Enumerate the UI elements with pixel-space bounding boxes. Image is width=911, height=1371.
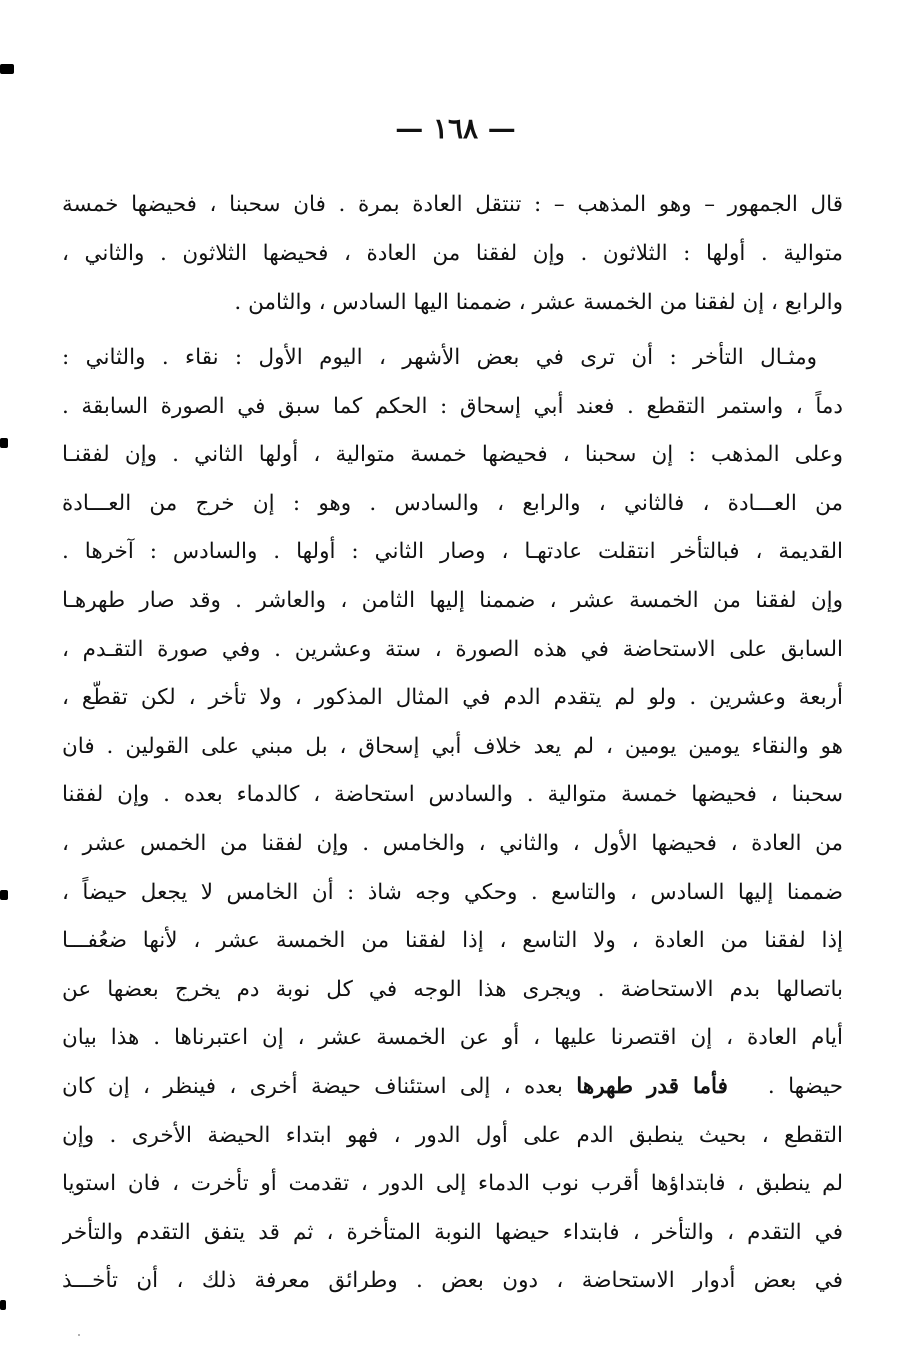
text-line: السابق على الاستحاضة في هذه الصورة ، ستة وعشرين . وفي صورة التقـدم ،: [62, 636, 843, 662]
page-number: — ١٦٨ —: [395, 112, 516, 145]
text-line: في التقدم ، والتأخر ، فابتداء حيضها النوبة المتأخرة ، ثم قد يتفق التقدم والتأخر: [62, 1219, 843, 1245]
text-line: ومثـال التأخر : أن ترى في بعض الأشهر ، اليوم الأول : نقاء . والثاني :: [62, 345, 817, 370]
page-edge-mark: [0, 1300, 6, 1310]
text-line: من العـــادة ، فالثاني ، والرابع ، والسادس . وهو : إن خرج من العـــادة: [62, 490, 843, 516]
text-line: لم ينطبق ، فابتداؤها أقرب نوب الدماء إلى الدور ، تقدمت أو تأخرت ، فان استويا: [62, 1171, 843, 1197]
text-line: من العادة ، فحيضها الأول ، والثاني ، والخامس . وإن لفقنا من الخمس عشر ،: [62, 830, 843, 856]
page-edge-mark: [0, 64, 14, 74]
section-heading-inline: فأما قدر طهرها: [576, 1073, 728, 1099]
text-line: قال الجمهور – وهو المذهب – : تنتقل العادة بمرة . فان سحبنا ، فحيضها خمسة: [62, 192, 843, 217]
text-line: باتصالها بدم الاستحاضة . ويجرى هذا الوجه في كل نوبة دم يخرج بعضها عن: [62, 976, 843, 1002]
text-line: وعلى المذهب : إن سحبنا ، فحيضها خمسة متوالية ، أولها الثاني . وإن لفقنـا: [62, 442, 843, 468]
page-edge-mark: [0, 438, 8, 448]
page-edge-mark: [0, 890, 8, 900]
text-line: أيام العادة ، إن اقتصرنا عليها ، أو عن الخمسة عشر ، إن اعتبرناها . هذا بيان: [62, 1025, 843, 1051]
text-fragment: حيضها .: [767, 1073, 843, 1099]
paragraph-1: [62, 180, 843, 327]
text-line: التقطع ، بحيث ينطبق الدم على أول الدور ، فهو ابتداء الحيضة الأخرى . وإن: [62, 1122, 843, 1148]
text-line: في بعض أدوار الاستحاضة ، دون بعض . وطرائق معرفة ذلك ، أن تأخـــذ: [62, 1268, 843, 1294]
text-line: وإن لفقنا من الخمسة عشر ، ضممنا إليها الثامن ، والعاشر . وقد صار طهرهـا: [62, 587, 843, 613]
text-line-mixed: [62, 1063, 843, 1112]
paragraph-2: [62, 334, 843, 1306]
text-line: هو والنقاء يومين يومين ، لم يعد خلاف أبي إسحاق ، بل مبني على القولين . فان: [62, 733, 843, 759]
scan-speck: [78, 1334, 80, 1336]
text-line: سحبنا ، فحيضها خمسة متوالية . والسادس استحاضة ، كالدماء بعده . وإن لفقنا: [62, 782, 843, 808]
text-line: أربعة وعشرين . ولو لم يتقدم الدم في المثال المذكور ، ولا تأخر ، لكن تقطّع ،: [62, 685, 843, 711]
text-line: إذا لفقنا من العادة ، ولا التاسع ، إذا لفقنا من الخمسة عشر ، لأنها ضعُفـــا: [62, 928, 843, 954]
text-fragment: بعده ، إلى استئناف حيضة أخرى ، فينظر ، إن كان: [62, 1073, 563, 1099]
text-line: متوالية . أولها : الثلاثون . وإن لفقنا من العادة ، فحيضها الثلاثون . والثاني ،: [62, 241, 843, 266]
text-line: القديمة ، فبالتأخر انتقلت عادتهـا ، وصار الثاني : أولها . والسادس : آخرها .: [62, 539, 843, 565]
text-line: والرابع ، إن لفقنا من الخمسة عشر ، ضممنا اليها السادس ، والثامن .: [234, 290, 843, 315]
text-line: دماً ، واستمر التقطع . فعند أبي إسحاق : الحكم كما سبق في الصورة السابقة .: [62, 393, 843, 419]
text-line: ضممنا إليها السادس ، والتاسع . وحكي وجه شاذ : أن الخامس لا يجعل حيضاً ،: [62, 879, 843, 905]
